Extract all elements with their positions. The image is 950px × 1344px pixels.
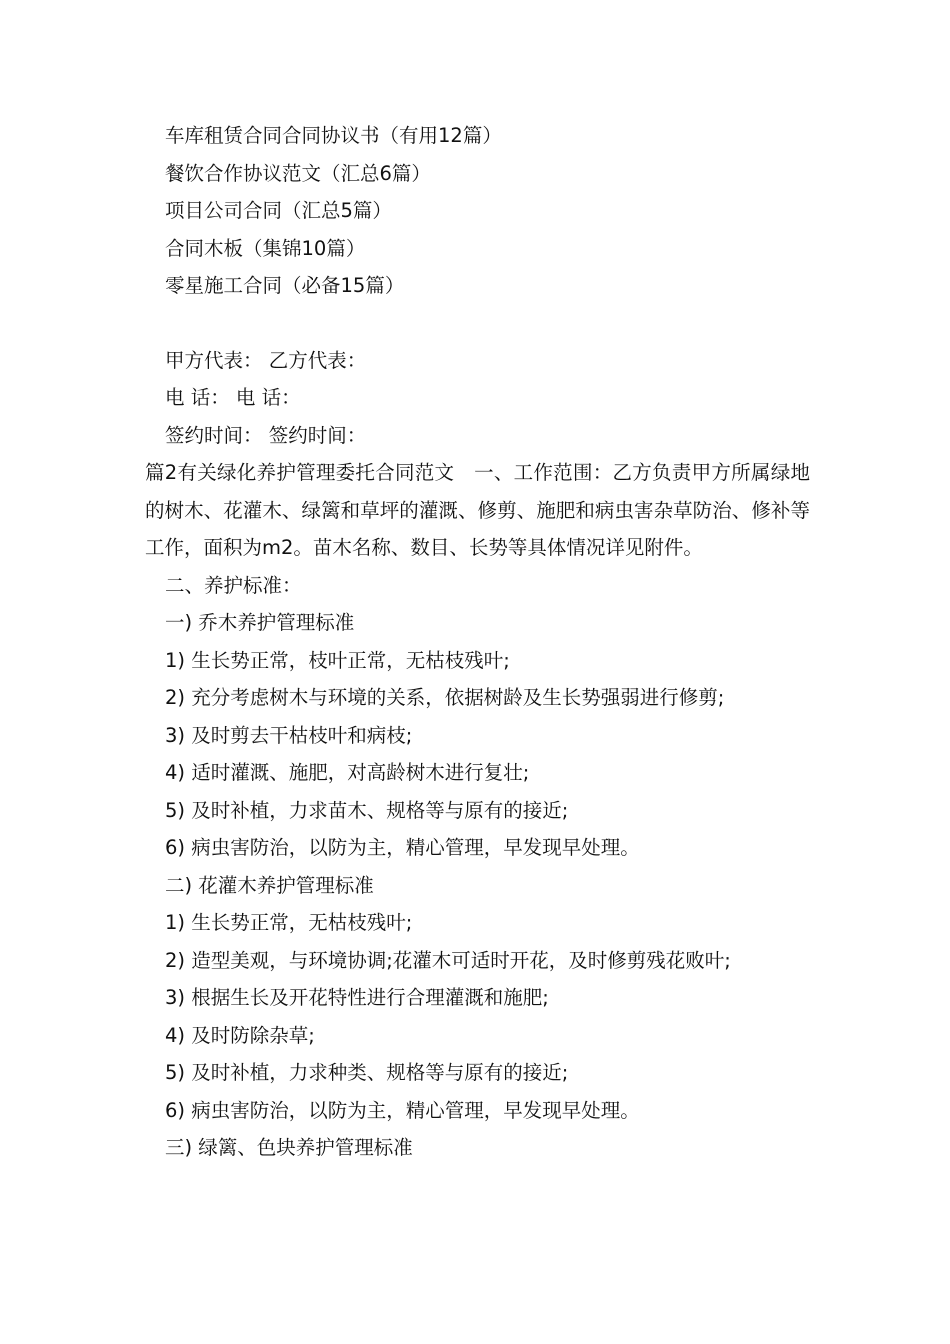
list-item: 5) 及时补植，力求种类、规格等与原有的接近; — [165, 1061, 569, 1084]
related-link[interactable]: 零星施工合同（必备15篇） — [165, 274, 405, 297]
signature-block — [145, 342, 810, 455]
list-item: 1) 生长势正常，无枯枝残叶; — [165, 911, 413, 934]
list-item: 2) 造型美观，与环境协调;花灌木可适时开花，及时修剪残花败叶; — [165, 948, 731, 972]
spacer — [145, 305, 810, 342]
article-intro: 篇2有关绿化养护管理委托合同范文 一、工作范围：乙方负责甲方所属绿地的树木、花灌木、绿篱和草坪的灌溉、修剪、施肥和病虫害杂草防治、修补等工作，面积为m2。苗木名称、数目、长势等具体情况详见附件。 — [145, 461, 810, 559]
related-link[interactable]: 车库租赁合同合同协议书（有用12篇） — [165, 124, 502, 147]
document-body — [145, 117, 810, 1167]
list-item: 6) 病虫害防治，以防为主，精心管理，早发现早处理。 — [165, 1098, 640, 1122]
list-item: 3) 根据生长及开花特性进行合理灌溉和施肥; — [165, 986, 549, 1009]
related-link[interactable]: 合同木板（集锦10篇） — [165, 236, 366, 260]
subsection-title: 二) 花灌木养护管理标准 — [165, 873, 374, 897]
list-item: 5) 及时补植，力求苗木、规格等与原有的接近; — [165, 798, 569, 822]
list-item: 6) 病虫害防治，以防为主，精心管理，早发现早处理。 — [165, 836, 640, 859]
list-item: 4) 及时防除杂草; — [165, 1023, 315, 1047]
related-link[interactable]: 项目公司合同（汇总5篇） — [165, 199, 392, 222]
list-item: 1) 生长势正常，枝叶正常，无枯枝残叶; — [165, 648, 510, 672]
subsection-title: 一) 乔木养护管理标准 — [165, 611, 355, 634]
sign-time-line: 签约时间： 签约时间： — [165, 423, 367, 447]
section-title: 二、养护标准： — [165, 573, 302, 597]
representatives-line: 甲方代表： 乙方代表： — [165, 348, 367, 372]
list-item: 2) 充分考虑树木与环境的关系，依据树龄及生长势强弱进行修剪; — [165, 686, 725, 709]
shrub-standards — [145, 867, 810, 1130]
list-item: 4) 适时灌溉、施肥，对高龄树木进行复壮; — [165, 761, 530, 784]
tree-standards — [145, 604, 810, 867]
phone-line: 电 话： 电 话： — [165, 386, 301, 409]
list-item: 3) 及时剪去干枯枝叶和病枝; — [165, 723, 413, 747]
subsection-title: 三) 绿篱、色块养护管理标准 — [165, 1136, 413, 1159]
related-link[interactable]: 餐饮合作协议范文（汇总6篇） — [165, 161, 431, 185]
related-links-list — [145, 117, 810, 305]
